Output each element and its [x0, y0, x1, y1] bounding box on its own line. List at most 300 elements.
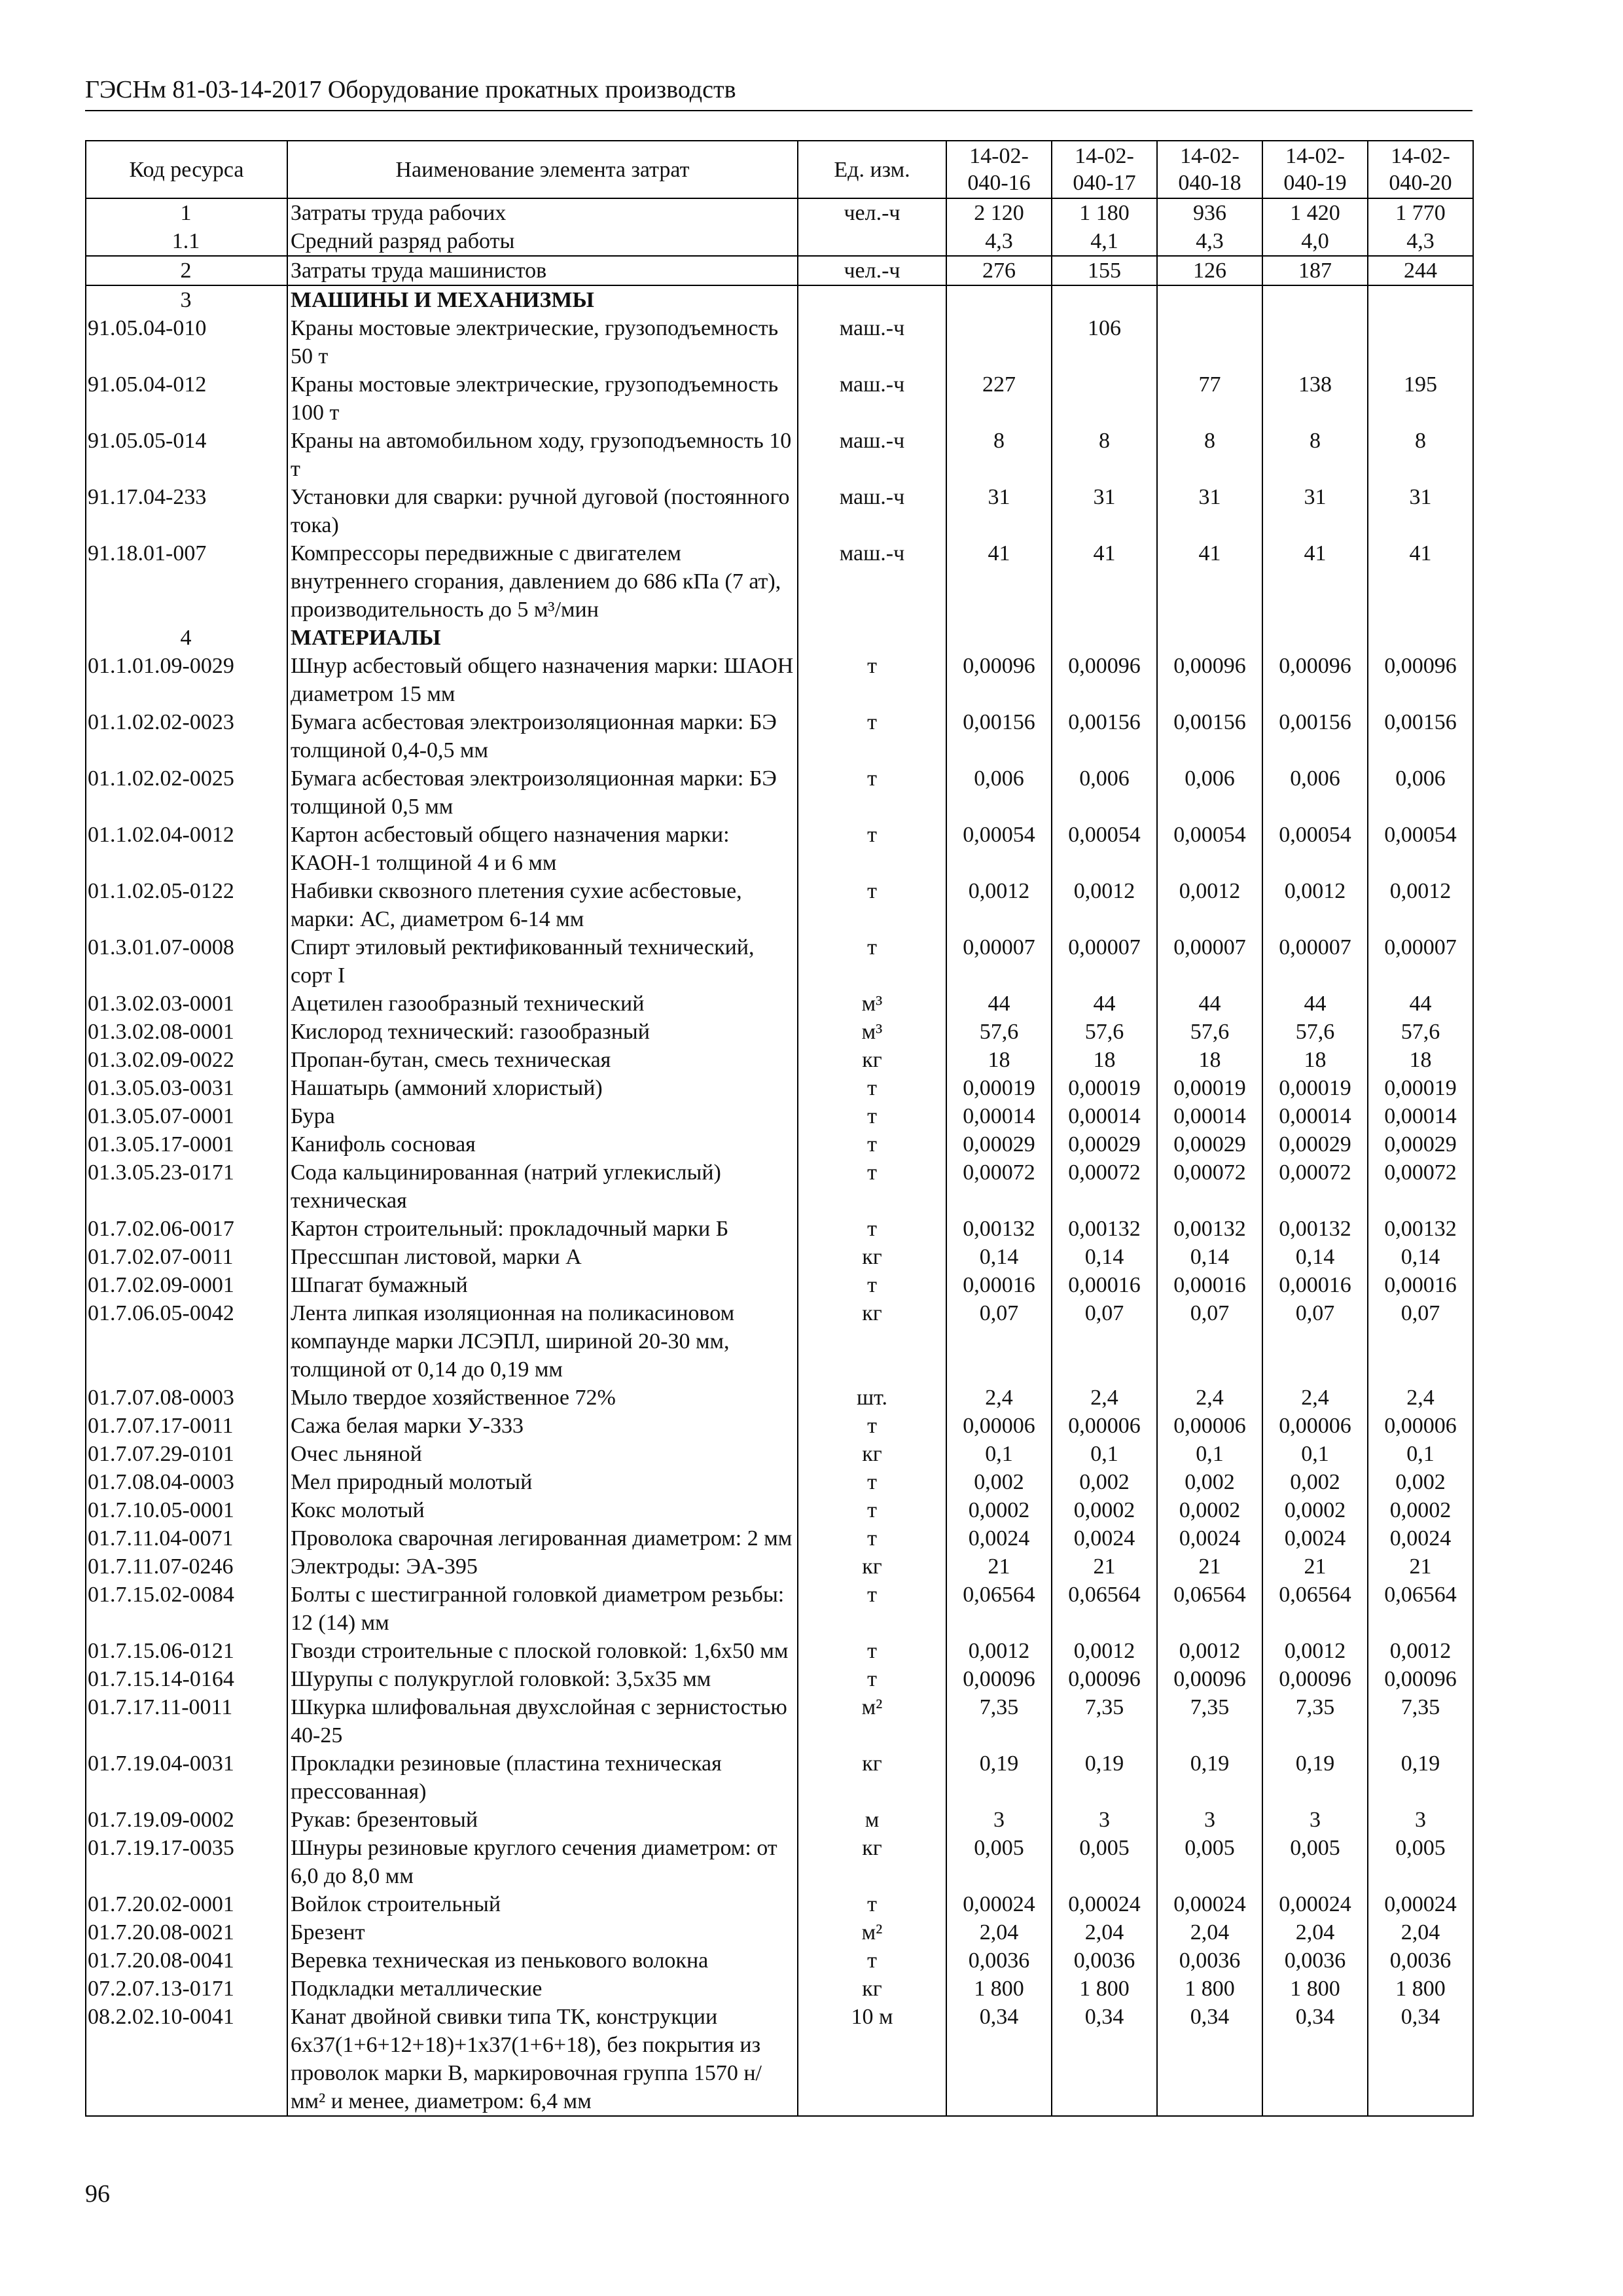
resource-code: 1.1	[86, 227, 287, 256]
norm-value: 0,00054	[1368, 821, 1473, 877]
norm-value: 0,0036	[1262, 1946, 1368, 1975]
resource-code: 3	[86, 285, 287, 314]
norm-value: 0,00007	[1157, 933, 1262, 990]
norm-value: 8	[1262, 427, 1368, 483]
norm-value: 0,00016	[1368, 1271, 1473, 1299]
norm-value	[1368, 624, 1473, 652]
resource-code: 01.7.20.02-0001	[86, 1890, 287, 1918]
unit-of-measure: кг	[798, 1749, 946, 1806]
norm-value: 0,34	[1052, 2003, 1157, 2116]
table-row	[86, 1524, 1473, 1552]
table-row	[86, 1046, 1473, 1074]
resource-code: 01.7.10.05-0001	[86, 1496, 287, 1524]
norm-value: 0,19	[1368, 1749, 1473, 1806]
norm-value: 0,00007	[946, 933, 1052, 990]
table-row	[86, 1468, 1473, 1496]
norm-value: 41	[1262, 539, 1368, 624]
norm-value: 0,00156	[1262, 708, 1368, 764]
norm-value: 0,00007	[1052, 933, 1157, 990]
table-row	[86, 1581, 1473, 1637]
resource-code: 01.7.19.04-0031	[86, 1749, 287, 1806]
norm-value: 0,00132	[1262, 1215, 1368, 1243]
table-row	[86, 1552, 1473, 1581]
table-row	[86, 1637, 1473, 1665]
unit-of-measure: т	[798, 933, 946, 990]
norm-value: 21	[946, 1552, 1052, 1581]
norm-value: 0,19	[1262, 1749, 1368, 1806]
resource-code: 01.1.02.02-0025	[86, 764, 287, 821]
resource-name: Прессшпан листовой, марки А	[287, 1243, 798, 1271]
norm-value: 1 420	[1262, 198, 1368, 227]
norm-value: 0,0012	[1052, 1637, 1157, 1665]
norm-value: 0,002	[946, 1468, 1052, 1496]
unit-of-measure: т	[798, 1102, 946, 1130]
column-header-name: Наименование элемента затрат	[287, 141, 798, 198]
norm-value: 0,00007	[1368, 933, 1473, 990]
table-row	[86, 1693, 1473, 1749]
unit-of-measure: т	[798, 1468, 946, 1496]
norm-value: 0,005	[1262, 1834, 1368, 1890]
norm-value: 18	[1368, 1046, 1473, 1074]
resource-name: Проволока сварочная легированная диаметром: 2 мм	[287, 1524, 798, 1552]
norm-value: 0,0036	[1368, 1946, 1473, 1975]
table-row	[86, 1158, 1473, 1215]
resource-code: 2	[86, 256, 287, 285]
unit-of-measure: кг	[798, 1975, 946, 2003]
resource-code: 91.05.05-014	[86, 427, 287, 483]
norm-value: 0,00019	[1157, 1074, 1262, 1102]
norm-value: 0,1	[946, 1440, 1052, 1468]
norm-value: 2,4	[1262, 1384, 1368, 1412]
resource-name: Спирт этиловый ректификованный технический, сорт I	[287, 933, 798, 990]
norm-value	[1262, 314, 1368, 370]
norm-value	[946, 285, 1052, 314]
norm-value: 0,34	[946, 2003, 1052, 2116]
norm-value: 0,00006	[1368, 1412, 1473, 1440]
norm-value: 2 120	[946, 198, 1052, 227]
column-header-norm: 14-02-040-20	[1368, 141, 1473, 198]
unit-of-measure: м²	[798, 1693, 946, 1749]
norm-value: 8	[1157, 427, 1262, 483]
norm-value: 2,04	[1157, 1918, 1262, 1946]
norm-value: 7,35	[1157, 1693, 1262, 1749]
column-header-unit: Ед. изм.	[798, 141, 946, 198]
norm-value: 8	[1052, 427, 1157, 483]
norm-value: 0,00096	[1157, 652, 1262, 708]
unit-of-measure: т	[798, 1581, 946, 1637]
norm-value: 41	[946, 539, 1052, 624]
norm-value	[1368, 314, 1473, 370]
column-header-norm: 14-02-040-16	[946, 141, 1052, 198]
norm-value: 0,0012	[1368, 1637, 1473, 1665]
resource-code: 01.7.07.17-0011	[86, 1412, 287, 1440]
unit-of-measure: маш.-ч	[798, 483, 946, 539]
norm-value: 2,4	[1052, 1384, 1157, 1412]
norm-value: 0,0024	[946, 1524, 1052, 1552]
resource-code: 01.3.02.03-0001	[86, 990, 287, 1018]
norm-value: 44	[946, 990, 1052, 1018]
table-row	[86, 370, 1473, 427]
norm-value: 936	[1157, 198, 1262, 227]
norm-value: 1 800	[1262, 1975, 1368, 2003]
norm-value: 3	[1157, 1806, 1262, 1834]
resource-name: Веревка техническая из пенькового волокна	[287, 1946, 798, 1975]
norm-value: 44	[1052, 990, 1157, 1018]
table-row	[86, 1975, 1473, 2003]
unit-of-measure: т	[798, 1665, 946, 1693]
table-row	[86, 1102, 1473, 1130]
resource-code: 01.7.17.11-0011	[86, 1693, 287, 1749]
unit-of-measure: маш.-ч	[798, 314, 946, 370]
table-row	[86, 708, 1473, 764]
resource-code: 01.1.01.09-0029	[86, 652, 287, 708]
norm-value: 0,006	[946, 764, 1052, 821]
norm-value: 7,35	[946, 1693, 1052, 1749]
norm-value: 0,00024	[1262, 1890, 1368, 1918]
norm-value: 0,0036	[1157, 1946, 1262, 1975]
norm-value: 0,07	[946, 1299, 1052, 1384]
resource-name: Очес льняной	[287, 1440, 798, 1468]
norm-value	[1052, 285, 1157, 314]
norm-value: 0,0012	[1052, 877, 1157, 933]
table-row	[86, 1074, 1473, 1102]
resource-code: 91.17.04-233	[86, 483, 287, 539]
norm-value	[1157, 285, 1262, 314]
unit-of-measure: кг	[798, 1440, 946, 1468]
norm-value: 0,00156	[1368, 708, 1473, 764]
document-title: ГЭСНм 81-03-14-2017 Оборудование прокатных производств	[85, 76, 736, 103]
table-row	[86, 1806, 1473, 1834]
norm-value: 0,06564	[1157, 1581, 1262, 1637]
resource-name: Краны на автомобильном ходу, грузоподъемность 10 т	[287, 427, 798, 483]
resource-name: Затраты труда рабочих	[287, 198, 798, 227]
norm-value: 0,00029	[1262, 1130, 1368, 1158]
unit-of-measure: т	[798, 764, 946, 821]
norm-value: 0,00014	[1157, 1102, 1262, 1130]
table-row	[86, 1946, 1473, 1975]
unit-of-measure	[798, 624, 946, 652]
unit-of-measure: кг	[798, 1834, 946, 1890]
resource-code: 91.05.04-010	[86, 314, 287, 370]
norm-value: 44	[1368, 990, 1473, 1018]
norm-value: 41	[1157, 539, 1262, 624]
norm-value: 0,00096	[1157, 1665, 1262, 1693]
unit-of-measure: маш.-ч	[798, 427, 946, 483]
norm-value: 1 800	[1368, 1975, 1473, 2003]
norm-value: 0,00096	[1052, 1665, 1157, 1693]
norm-value: 0,00096	[946, 1665, 1052, 1693]
norm-value: 57,6	[1368, 1018, 1473, 1046]
resource-name: МАТЕРИАЛЫ	[287, 624, 798, 652]
norm-value: 0,00054	[946, 821, 1052, 877]
unit-of-measure: кг	[798, 1243, 946, 1271]
norm-value: 0,00072	[1157, 1158, 1262, 1215]
resource-code: 01.7.11.04-0071	[86, 1524, 287, 1552]
resource-name: Компрессоры передвижные с двигателем внутреннего сгорания, давлением до 686 кПа (7 ат), производительность до 5 м³/мин	[287, 539, 798, 624]
table-row	[86, 285, 1473, 314]
norm-value: 155	[1052, 256, 1157, 285]
norm-value: 276	[946, 256, 1052, 285]
unit-of-measure: т	[798, 1158, 946, 1215]
norm-value: 0,006	[1052, 764, 1157, 821]
norm-value: 0,00072	[1368, 1158, 1473, 1215]
unit-of-measure: т	[798, 1074, 946, 1102]
norm-value: 18	[1052, 1046, 1157, 1074]
resource-code: 01.7.20.08-0021	[86, 1918, 287, 1946]
norm-value: 187	[1262, 256, 1368, 285]
norm-value: 0,00019	[1368, 1074, 1473, 1102]
norm-value: 44	[1157, 990, 1262, 1018]
norm-value: 21	[1368, 1552, 1473, 1581]
resource-name: Болты с шестигранной головкой диаметром резьбы: 12 (14) мм	[287, 1581, 798, 1637]
table-row	[86, 1440, 1473, 1468]
norm-value: 0,06564	[946, 1581, 1052, 1637]
unit-of-measure: т	[798, 1215, 946, 1243]
norm-value: 1 800	[1157, 1975, 1262, 2003]
resource-name: Картон строительный: прокладочный марки Б	[287, 1215, 798, 1243]
norm-value: 3	[1368, 1806, 1473, 1834]
norm-value: 0,00132	[1052, 1215, 1157, 1243]
resource-name: Шкурка шлифовальная двухслойная с зернистостью 40-25	[287, 1693, 798, 1749]
resource-name: Шнур асбестовый общего назначения марки: ШАОН диаметром 15 мм	[287, 652, 798, 708]
table-row	[86, 1299, 1473, 1384]
norm-value: 18	[1262, 1046, 1368, 1074]
resource-name: Прокладки резиновые (пластина техническая прессованная)	[287, 1749, 798, 1806]
resource-name: Картон асбестовый общего назначения марки: КАОН-1 толщиной 4 и 6 мм	[287, 821, 798, 877]
table-row	[86, 1834, 1473, 1890]
norm-value: 0,00072	[1262, 1158, 1368, 1215]
norm-value: 4,1	[1052, 227, 1157, 256]
norm-value	[1052, 624, 1157, 652]
norm-value: 0,00016	[1157, 1271, 1262, 1299]
norm-value: 0,00054	[1157, 821, 1262, 877]
norm-value: 2,04	[1262, 1918, 1368, 1946]
unit-of-measure: т	[798, 1637, 946, 1665]
norm-value: 41	[1368, 539, 1473, 624]
norm-value: 2,04	[1368, 1918, 1473, 1946]
resource-name: Сода кальцинированная (натрий углекислый) техническая	[287, 1158, 798, 1215]
norm-value: 77	[1157, 370, 1262, 427]
table-row	[86, 1018, 1473, 1046]
unit-of-measure: т	[798, 708, 946, 764]
norm-value: 0,002	[1157, 1468, 1262, 1496]
norm-value: 21	[1157, 1552, 1262, 1581]
norm-value: 57,6	[1052, 1018, 1157, 1046]
norm-value: 2,04	[1052, 1918, 1157, 1946]
norm-value: 0,00014	[946, 1102, 1052, 1130]
resource-code: 01.7.02.07-0011	[86, 1243, 287, 1271]
norm-value: 0,00132	[946, 1215, 1052, 1243]
table-row	[86, 1271, 1473, 1299]
norm-value: 0,005	[946, 1834, 1052, 1890]
norm-value: 0,00132	[1157, 1215, 1262, 1243]
resource-code: 01.7.02.09-0001	[86, 1271, 287, 1299]
resource-code: 01.3.05.23-0171	[86, 1158, 287, 1215]
resource-code: 01.7.11.07-0246	[86, 1552, 287, 1581]
norm-value: 0,00029	[1052, 1130, 1157, 1158]
norm-value: 0,19	[1157, 1749, 1262, 1806]
table-row	[86, 2003, 1473, 2116]
norm-value: 0,00016	[1052, 1271, 1157, 1299]
norm-value: 18	[1157, 1046, 1262, 1074]
norm-value: 0,00007	[1262, 933, 1368, 990]
table-row	[86, 1665, 1473, 1693]
resource-name: Шпагат бумажный	[287, 1271, 798, 1299]
unit-of-measure: кг	[798, 1552, 946, 1581]
resource-name: Шурупы с полукруглой головкой: 3,5x35 мм	[287, 1665, 798, 1693]
resource-code: 01.3.02.09-0022	[86, 1046, 287, 1074]
norm-value	[1262, 285, 1368, 314]
norm-value: 3	[1052, 1806, 1157, 1834]
resource-name: Канат двойной свивки типа ТК, конструкции 6x37(1+6+12+18)+1x37(1+6+18), без покрытия из проволок марки В, маркировочная группа 1570 н/мм² и менее, диаметром: 6,4 мм	[287, 2003, 798, 2116]
norm-value: 4,3	[946, 227, 1052, 256]
norm-value: 0,0002	[946, 1496, 1052, 1524]
norm-value: 0,00006	[946, 1412, 1052, 1440]
norm-value: 0,006	[1157, 764, 1262, 821]
resource-code: 01.7.19.17-0035	[86, 1834, 287, 1890]
norm-value: 0,002	[1262, 1468, 1368, 1496]
resource-code: 01.7.15.06-0121	[86, 1637, 287, 1665]
table-row	[86, 1749, 1473, 1806]
norm-value: 1 800	[1052, 1975, 1157, 2003]
norm-value: 0,0002	[1157, 1496, 1262, 1524]
resource-name: Канифоль сосновая	[287, 1130, 798, 1158]
resource-code: 07.2.07.13-0171	[86, 1975, 287, 2003]
resource-code: 01.7.08.04-0003	[86, 1468, 287, 1496]
table-row	[86, 539, 1473, 624]
resource-code: 01.7.15.14-0164	[86, 1665, 287, 1693]
norm-value: 41	[1052, 539, 1157, 624]
norm-value: 0,00014	[1052, 1102, 1157, 1130]
unit-of-measure: кг	[798, 1046, 946, 1074]
norm-value: 2,4	[1157, 1384, 1262, 1412]
norm-value: 0,0002	[1262, 1496, 1368, 1524]
resource-name: Мыло твердое хозяйственное 72%	[287, 1384, 798, 1412]
norm-value: 0,0036	[946, 1946, 1052, 1975]
resource-code: 01.3.02.08-0001	[86, 1018, 287, 1046]
norm-value: 0,19	[946, 1749, 1052, 1806]
column-header-norm: 14-02-040-18	[1157, 141, 1262, 198]
norm-value: 0,006	[1368, 764, 1473, 821]
table-row	[86, 256, 1473, 285]
norm-value: 31	[946, 483, 1052, 539]
norm-value: 244	[1368, 256, 1473, 285]
norm-value: 0,0012	[1368, 877, 1473, 933]
resource-name: Шнуры резиновые круглого сечения диаметром: от 6,0 до 8,0 мм	[287, 1834, 798, 1890]
resource-name: Войлок строительный	[287, 1890, 798, 1918]
resource-table	[85, 140, 1474, 2117]
norm-value	[1262, 624, 1368, 652]
norm-value: 31	[1262, 483, 1368, 539]
norm-value: 227	[946, 370, 1052, 427]
norm-value: 0,00016	[946, 1271, 1052, 1299]
norm-value: 4,0	[1262, 227, 1368, 256]
resource-name: Мел природный молотый	[287, 1468, 798, 1496]
resource-code: 01.1.02.02-0023	[86, 708, 287, 764]
norm-value: 2,04	[946, 1918, 1052, 1946]
norm-value: 0,0012	[1262, 877, 1368, 933]
table-row	[86, 1243, 1473, 1271]
norm-value: 0,0024	[1262, 1524, 1368, 1552]
norm-value: 0,1	[1157, 1440, 1262, 1468]
norm-value: 0,07	[1157, 1299, 1262, 1384]
unit-of-measure: т	[798, 652, 946, 708]
norm-value: 126	[1157, 256, 1262, 285]
table-header-row	[86, 141, 1473, 198]
resource-code: 01.7.07.29-0101	[86, 1440, 287, 1468]
norm-value: 0,0012	[946, 1637, 1052, 1665]
norm-value: 2,4	[1368, 1384, 1473, 1412]
norm-value: 0,00006	[1262, 1412, 1368, 1440]
table-row	[86, 1918, 1473, 1946]
norm-value: 0,0012	[1262, 1637, 1368, 1665]
norm-value: 0,00029	[946, 1130, 1052, 1158]
table-body	[86, 198, 1473, 2116]
norm-value: 8	[946, 427, 1052, 483]
norm-value: 0,0002	[1368, 1496, 1473, 1524]
norm-value: 0,0024	[1368, 1524, 1473, 1552]
table-row	[86, 652, 1473, 708]
norm-value: 0,00156	[1157, 708, 1262, 764]
norm-value: 0,00096	[1368, 652, 1473, 708]
unit-of-measure: т	[798, 1496, 946, 1524]
resource-name: Краны мостовые электрические, грузоподъемность 100 т	[287, 370, 798, 427]
norm-value: 0,14	[1368, 1243, 1473, 1271]
norm-value	[1157, 624, 1262, 652]
norm-value: 0,00096	[1262, 652, 1368, 708]
norm-value: 2,4	[946, 1384, 1052, 1412]
norm-value: 0,0024	[1157, 1524, 1262, 1552]
norm-value: 4,3	[1368, 227, 1473, 256]
norm-value: 21	[1052, 1552, 1157, 1581]
resource-code: 01.7.20.08-0041	[86, 1946, 287, 1975]
norm-value: 57,6	[1262, 1018, 1368, 1046]
table-row	[86, 877, 1473, 933]
norm-value: 4,3	[1157, 227, 1262, 256]
resource-name: Электроды: ЭА-395	[287, 1552, 798, 1581]
norm-value: 0,00072	[946, 1158, 1052, 1215]
norm-value: 7,35	[1052, 1693, 1157, 1749]
unit-of-measure: т	[798, 1271, 946, 1299]
unit-of-measure: чел.-ч	[798, 256, 946, 285]
norm-value: 31	[1052, 483, 1157, 539]
norm-value: 0,00132	[1368, 1215, 1473, 1243]
norm-value: 57,6	[946, 1018, 1052, 1046]
norm-value: 0,005	[1157, 1834, 1262, 1890]
resource-code: 01.3.01.07-0008	[86, 933, 287, 990]
norm-value: 31	[1157, 483, 1262, 539]
unit-of-measure: м³	[798, 1018, 946, 1046]
norm-value: 1 800	[946, 1975, 1052, 2003]
norm-value: 0,1	[1052, 1440, 1157, 1468]
norm-value: 0,00054	[1052, 821, 1157, 877]
norm-value: 8	[1368, 427, 1473, 483]
resource-name: Кокс молотый	[287, 1496, 798, 1524]
table-row	[86, 764, 1473, 821]
resource-name: Сажа белая марки У-333	[287, 1412, 798, 1440]
resource-code: 91.05.04-012	[86, 370, 287, 427]
norm-value: 1 770	[1368, 198, 1473, 227]
norm-value: 3	[1262, 1806, 1368, 1834]
table-row	[86, 624, 1473, 652]
norm-value: 0,07	[1368, 1299, 1473, 1384]
norm-value: 0,00006	[1157, 1412, 1262, 1440]
table-row	[86, 227, 1473, 256]
unit-of-measure: маш.-ч	[798, 370, 946, 427]
norm-value: 0,0012	[946, 877, 1052, 933]
norm-value: 0,34	[1157, 2003, 1262, 2116]
norm-value: 0,00014	[1262, 1102, 1368, 1130]
